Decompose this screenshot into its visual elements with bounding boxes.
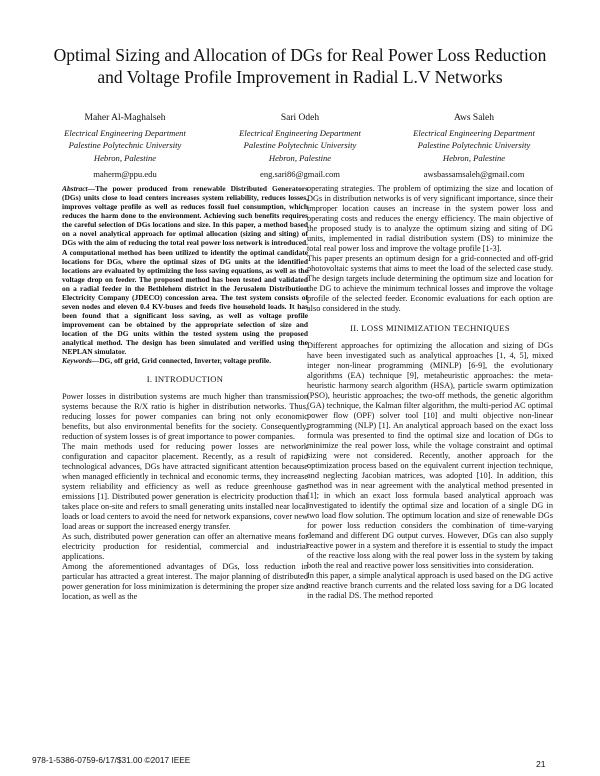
- author-dept: Electrical Engineering Department: [413, 128, 535, 139]
- abstract: [62, 184, 308, 356]
- keywords: [62, 356, 308, 365]
- paragraph: Among the aforementioned advantages of DGs, loss reduction in particular has attracted a great interest. The major planning of distributed power generation for loss minimization is determining the proper size and location, as well as the: [62, 561, 308, 601]
- author-name: Aws Saleh: [453, 113, 495, 123]
- author-univ: Palestine Polytechnic University: [417, 140, 531, 151]
- author-city: Hebron, Palestine: [268, 152, 332, 163]
- paragraph: The main methods used for reducing power losses are network configuration and capacitor placement. Recently, as a result of rapid technological advances, DGs have attracted significant attention because when managed efficiently in technical and economic terms, they increase system reliability and efficiency as well as reduce greenhouse gas emissions [1]. Distributed power generation is electricity production that takes place on-site and refers to small generating units installed near local loads or load centers to avoid the need for network expansions, cover new load areas or support the increased energy transfer.: [62, 441, 308, 531]
- author-name: Maher Al-Maghalseh: [84, 113, 166, 123]
- keywords-label: Keywords: [62, 356, 92, 366]
- author-city: Hebron, Palestine: [442, 152, 506, 163]
- right-column: [307, 184, 553, 601]
- section-heading-loss-minimization: II. LOSS MINIMIZATION TECHNIQUES: [350, 323, 510, 333]
- keywords-text: —DG, off grid, Grid connected, Inverter, voltage profile.: [91, 356, 272, 366]
- author-univ: Palestine Polytechnic University: [68, 140, 182, 151]
- paragraph: Power losses in distribution systems are much higher than transmission systems because the R/X ratio is higher in distribution networks. Thus, reducing losses for power companies can bring not only economic benefits, but also environmental benefits for the society. Consequently, reduction of system losses is of great importance to power companies.: [62, 391, 308, 441]
- author-block: [212, 112, 388, 180]
- abstract-text: —The power produced from renewable Distributed Generators (DGs) units close to load centers increases system reliability, reduces losses, improves voltage profile as well as reduces fossil fuel consumption, which reduces the harm done to the environment. Achieving such benefits requires the careful selection of DGs locations and size. In this paper, a method based on a novel analytical approach for optimal allocation (sizing and siting) of DGs with the aim of reducing the total real power loss network is introduced. A computational method has been utilized to identify the optimal candidate locations for DGs, where the optimal sizes of DG units at the identified locations are evaluated by optimizing the loss saving equations, as well as the voltage drop on feeder. The proposed method has been tested and validated on a radial feeder in the Bethlehem district in the Jerusalem Distribution Electricity Company (JDECO) concession area. The test system consists of seven nodes and eleven 0.4 KV-buses and feeds five household loads. It has been found that a significant loss saving, as well as voltage profile improvement can be obtained by the appropriate selection of size and location of the DG units within the tested system using the proposed analytical method. The design has been simulated and verified using the NEPLAN simulator.: [62, 184, 308, 357]
- paragraph: Different approaches for optimizing the allocation and sizing of DGs have been investigated such as analytical approaches [1, 4, 5], mixed integer non-linear programming (MINLP) [6-9], the evolutionary algorithms (EA) technique [9], metaheuristic approaches: the meta-heuristic harmony search algorithm (HSA), particle swarm optimization (PSO), heuristic approaches; the two-off methods, the genetic algorithm (GA) technique, the Kalman filter algorithm, the multi-period AC optimal power flow (OPF) solver tool [10] and multi objective non-linear programming (NLP) [1]. An analytical approach based on the exact loss formula was presented to find the optimal size and location of DGs to minimize the real power loss, while the voltage constraint and optimal sizing were not considered. Recently, another approach for the optimization process based on the equivalent current injection technique, and neglecting Jacobian matrices, was adopted [10]. In addition, this method was in near agreement with the analytical method presented in [1]; in which an exact loss formula based analytical approach was investigated to identify the optimal size and location of a single DG in two load flow solution. The optimum location and size of renewable DGs for power loss reduction considers the combination of time-varying demand and different DG output curves. However, DGs can also supply reactive power in a system and therefore it is essential to study the impact of the reactive loss along with the real power loss in the system by taking both the real and reactive power loss sensitivities into consideration.: [307, 341, 553, 570]
- author-email: eng.sari86@gmail.com: [260, 168, 340, 179]
- paragraph: operating strategies. The problem of optimizing the size and location of DGs in distribution networks is of very significant importance, since their improper location causes an increase in the system power loss and operating costs and reduces the energy efficiency. The main objective of the proposed study is to analyze the optimum sizing and siting of DG units, implemented in radial distribution system (DS) to minimize the total real power loss and improve the voltage profile [1-3].: [307, 184, 553, 253]
- author-dept: Electrical Engineering Department: [64, 128, 186, 139]
- author-email: maherm@ppu.edu: [93, 168, 157, 179]
- author-block: [386, 112, 562, 180]
- paper-title: Optimal Sizing and Allocation of DGs for Real Power Loss Reduction and Voltage Profile Improvement in Radial L.V Networks: [53, 45, 547, 87]
- author-dept: Electrical Engineering Department: [239, 128, 361, 139]
- left-column: [62, 184, 308, 602]
- author-city: Hebron, Palestine: [93, 152, 157, 163]
- paragraph: In this paper, a simple analytical approach is used based on the DG active and reactive branch currents and the related loss saving for a DG located in the radial DS. The method reported: [307, 571, 553, 600]
- footer-isbn: 978-1-5386-0759-6/17/$31.00 ©2017 IEEE: [32, 755, 191, 765]
- author-univ: Palestine Polytechnic University: [243, 140, 357, 151]
- author-email: awsbassamsaleh@gmail.com: [423, 168, 525, 179]
- section-heading-introduction: I. INTRODUCTION: [146, 373, 224, 384]
- paragraph: This paper presents an optimum design for a grid-connected and off-grid photovoltaic systems that aims to meet the load of the selected case study. The design targets include determining the optimum size and location for the DG to achieve the minimum technical losses and improve the voltage profile of the selected feeder. Economic evaluations for each option are also considered in the study.: [307, 254, 553, 313]
- page-number: 21: [536, 759, 546, 769]
- paragraph: As such, distributed power generation can offer an alternative means for electricity production for residential, commercial and industrial applications.: [62, 531, 308, 561]
- abstract-label: Abstract: [62, 184, 88, 193]
- author-name: Sari Odeh: [280, 113, 320, 123]
- author-block: [37, 112, 213, 180]
